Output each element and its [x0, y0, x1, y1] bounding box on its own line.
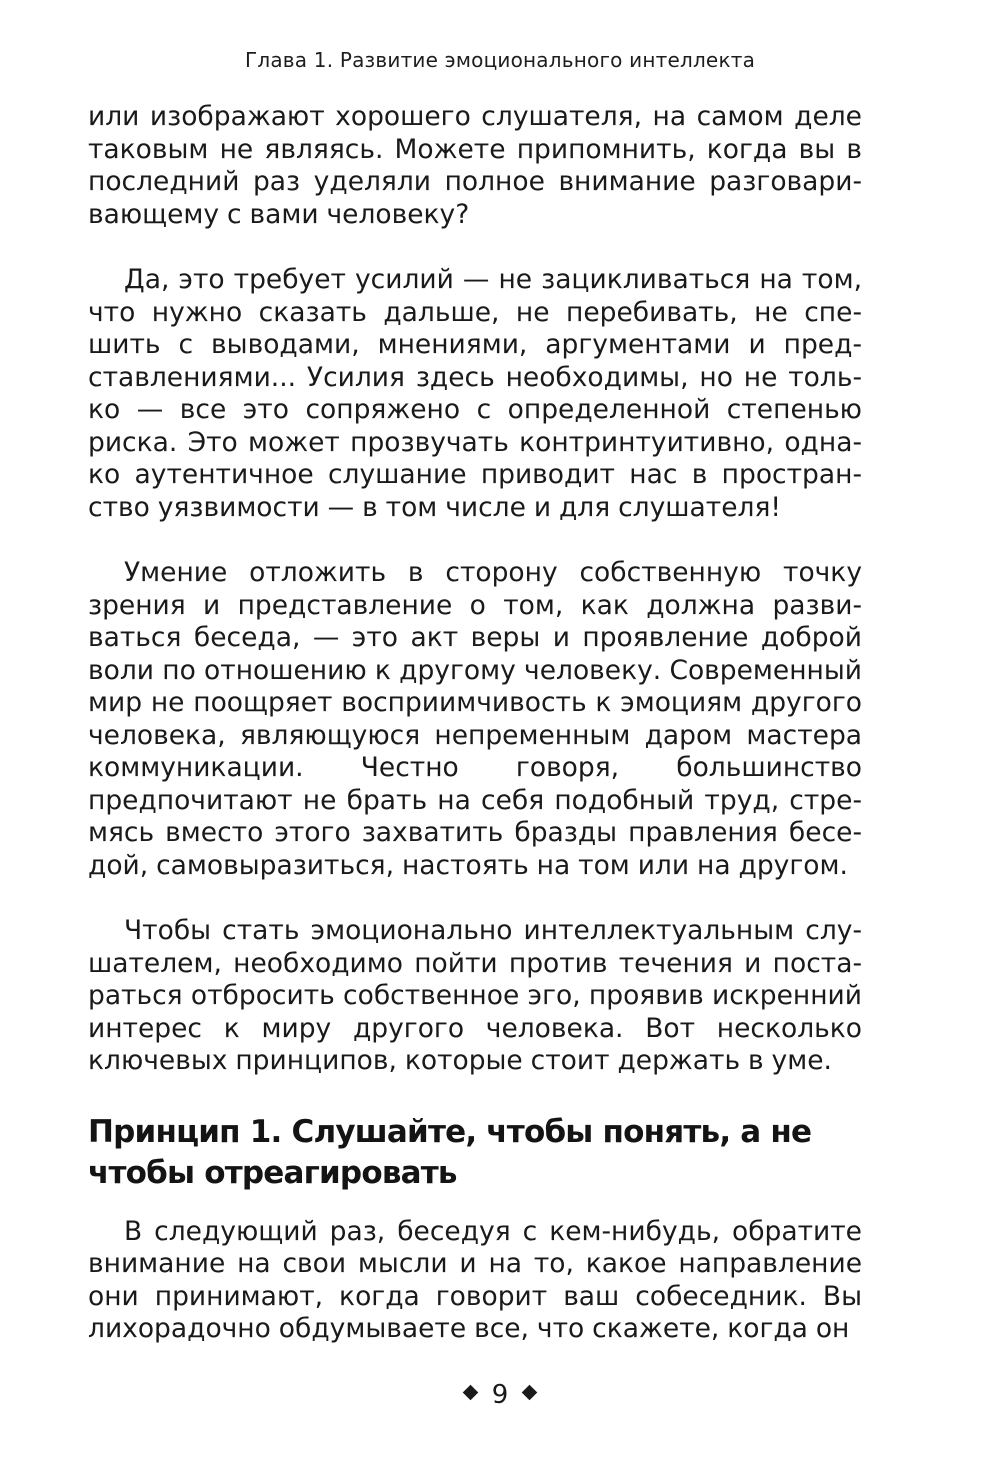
- paragraph: Умение отложить в сторону собственную точку зрения и представление о том, как должна развиваться беседа, — это акт веры и проявление доброй воли по отношению к другому человеку. Современный мир не поощряет восприимчивость к эмоциям другого человека, являющуюся непременным даром мастера коммуникации. Честно говоря, большинство предпочитают не брать на себя подобный труд, стремясь вместо этого захватить бразды правления беседой, самовыразиться, настоять на том или на другом.: [88, 557, 862, 881]
- paragraph-continued: или изображают хорошего слушателя, на самом деле таковым не являясь. Можете припомнить, когда вы в последний раз уделяли полное внимание разговаривающему с вами человеку?: [88, 101, 862, 230]
- section-heading: Принцип 1. Слушайте, чтобы понять, а не чтобы отреагировать: [88, 1113, 812, 1191]
- diamond-ornament-icon: [462, 1385, 478, 1401]
- body-text: [88, 101, 862, 1346]
- diamond-ornament-icon: [522, 1385, 538, 1401]
- paragraph: В следующий раз, беседуя с кем-нибудь, обратите внимание на свои мысли и на то, какое направление они принимают, когда говорит ваш собеседник. Вы лихорадочно обдумываете все, что скажете, когда он: [88, 1215, 862, 1344]
- paragraph: Да, это требует усилий — не зацикливаться на том, что нужно сказать дальше, не перебивать, не спешить с выводами, мнениями, аргументами и представлениями... Усилия здесь необходимы, но не только — все это сопряжено с определенной степенью риска. Это может прозвучать контринтуитивно, однако аутентичное слушание приводит нас в пространство уязвимости — в том числе и для слушателя!: [88, 264, 862, 523]
- page-folio: [0, 1380, 1000, 1410]
- running-head: Глава 1. Развитие эмоционального интеллекта: [244, 48, 756, 72]
- paragraph: Чтобы стать эмоционально интеллектуальным слушателем, необходимо пойти против течения и постараться отбросить собственное эго, проявив искренний интерес к миру другого человека. Вот несколько ключевых принципов, которые стоит держать в уме.: [88, 915, 862, 1076]
- page-number: 9: [491, 1380, 509, 1410]
